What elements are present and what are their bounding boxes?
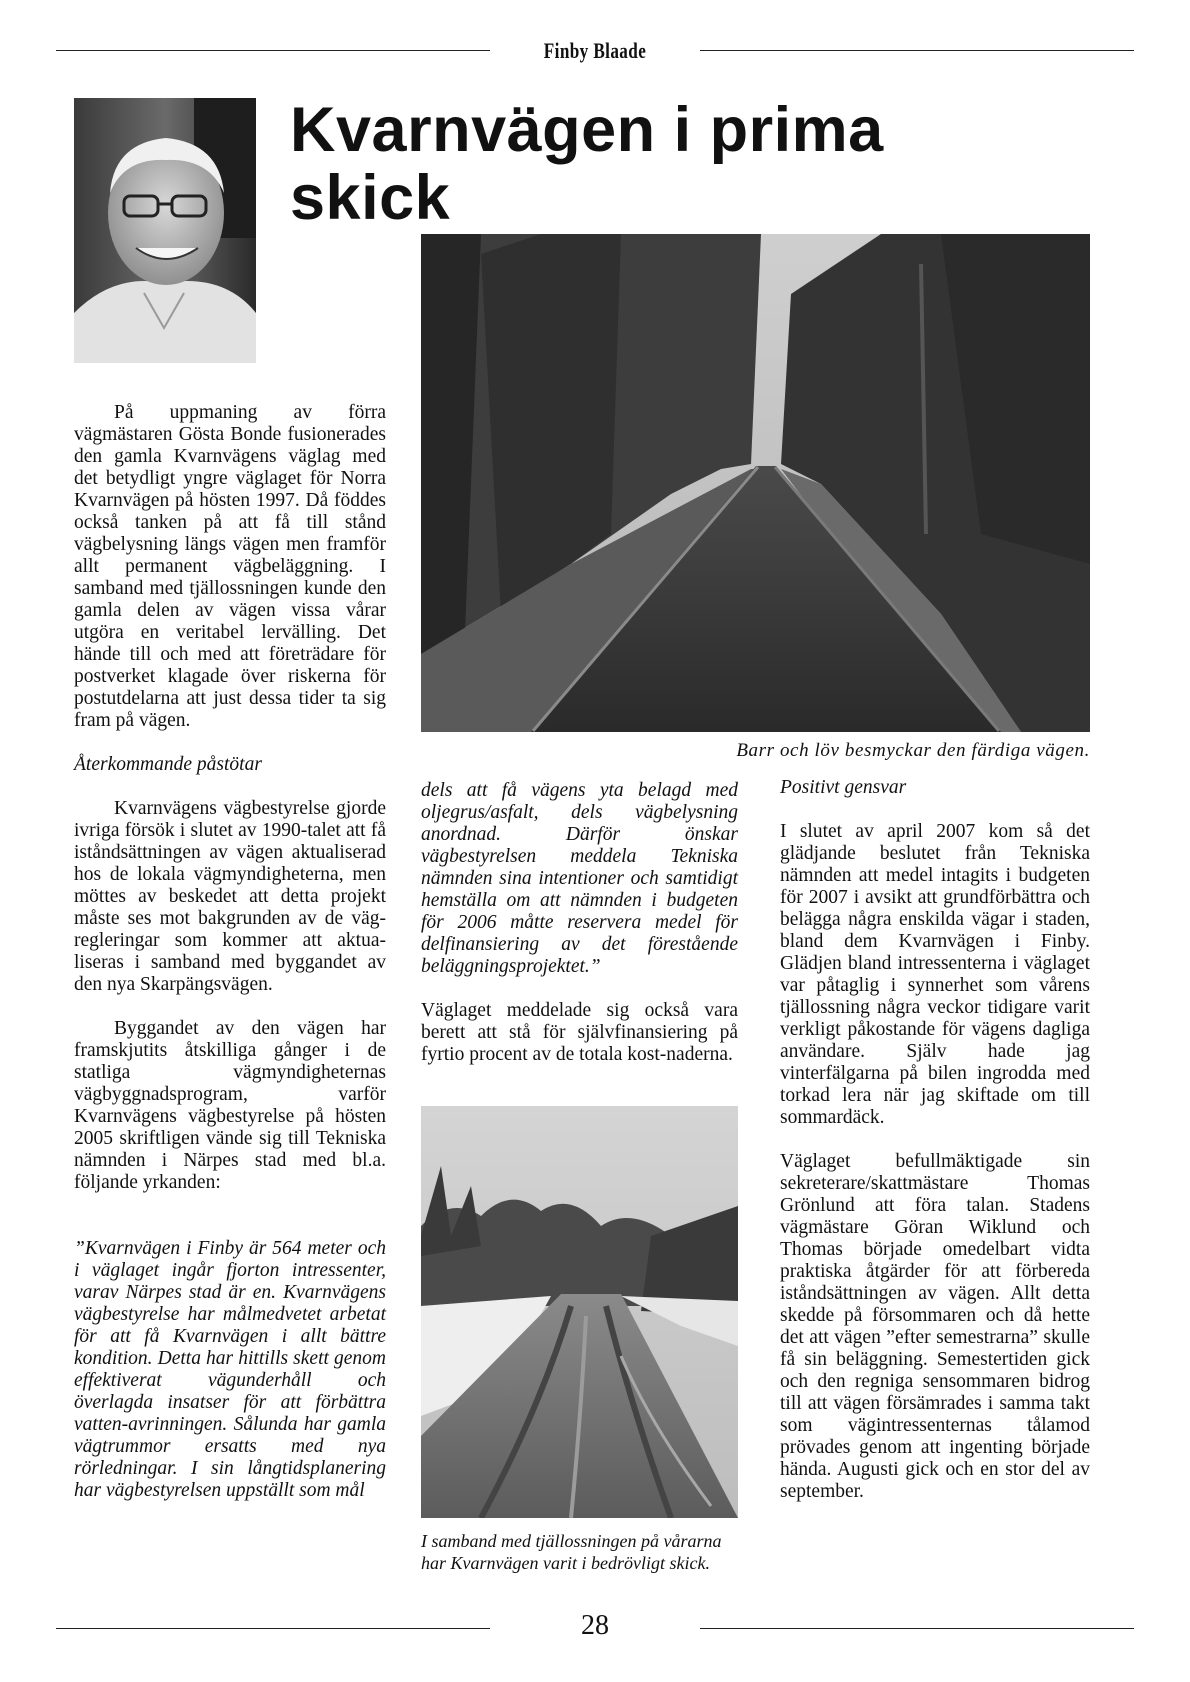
paragraph-beslutet: I slutet av april 2007 kom så det glädjande beslutet från Tekniska nämnden att medel intagits i budgeten för 2007 i avsikt att grundförbättra och belägga några enskilda vägar i staden, bland dem Kvarnvägen i Finby. Glädjen bland intressenterna i väglaget var påtaglig i synnerhet som vårens tjällossning några veckor tidigare varit verkligt påkostande för vägens dagliga användare. Själv hade jag vinterfälgarna på bilen ingrodda med torkad lera när jag skiftade om till sommardäck. [780, 821, 1090, 1128]
publication-name: Finby Blaade [543, 38, 647, 63]
page-number: 28 [581, 1610, 609, 1641]
muddy-road-photo [421, 1106, 738, 1518]
big-photo-caption: Barr och löv besmyckar den färdiga vägen. [736, 740, 1090, 761]
header-rule-left [56, 50, 490, 51]
small-photo-caption: I samband med tjällossningen på vårarna har Kvarnvägen varit i bedrövligt skick. [421, 1531, 722, 1573]
paragraph-intro: På uppmaning av förra vägmästaren Gösta Bonde fusionerades den gamla Kvarnvägens väglag med det betydligt yngre väglaget för Norra Kvarnvägen på hösten 1997. Då föddes också tanken på att få till stånd vägbelysning längs vägen men framför allt permanent vägbeläggning. I samband med tjällossningen kunde den gamla delen av vägen vissa vårar utgöra en veritabel lervälling. Det hände till och med att företrädare för postverket klagade över riskerna för postutdelarna att just dessa tider ta sig fram på vägen. [74, 402, 386, 731]
quote-continued: dels att få vägens yta belagd med oljegrus/asfalt, dels vägbelysning anordnad. Därför önskar vägbestyrelsen meddela Tekniska nämnden sina intentioner och samtidigt hemställa om att nämnden i budgeten för 2006 måtte reservera medel för delfinansiering av det förestående beläggningsprojektet.” [421, 780, 738, 977]
footer-rule-right [700, 1628, 1134, 1629]
subheading-aterkommande: Återkommande påstötar [74, 754, 262, 775]
paragraph-vagbestyrelse: Kvarnvägens vägbestyrelse gjorde ivriga försök i slutet av 1990-talet att få iståndsättningen av vägen aktualiserad hos de lokala vägmyndigheterna, men möttes av beskedet att detta projekt måste ses mot bakgrunden av de väg-regleringar som kommer att aktua-liseras i samband med byggandet av den nya Skarpängsvägen. [74, 798, 386, 995]
paved-road-photo [421, 234, 1090, 732]
article-headline: Kvarnvägen i prima skick [290, 95, 884, 233]
header-rule-right [700, 50, 1134, 51]
author-portrait [74, 98, 256, 363]
footer-rule-left [56, 1628, 490, 1629]
paragraph-sjalvfinansiering: Väglaget meddelade sig också vara berett att stå för självfinansiering på fyrtio procent av de totala kost-naderna. [421, 1000, 738, 1065]
paragraph-byggandet: Byggandet av den vägen har framskjutits åtskilliga gånger i de statliga vägmyndigheternas vägbyggnadsprogram, varför Kvarnvägens vägbestyrelse på hösten 2005 skriftligen vände sig till Tekniska nämnden i Närpes stad med bl.a. följande yrkanden: [74, 1018, 386, 1193]
paragraph-befullmaktigade: Väglaget befullmäktigade sin sekreterare/skattmästare Thomas Grönlund att föra talan. Stadens vägmästare Göran Wiklund och Thomas började omedelbart vidta praktiska åtgärder för att förbereda iståndsättningen av vägen. Allt detta skedde på försommaren och då hette det att vägen ”efter semestrarna” skulle få sin beläggning. Semestertiden gick och den regniga sensommaren bidrog till att vägen försämrades i samma takt som vägintressenternas tålamod prövades genom att ingenting började hända. Augusti gick och en stor del av september. [780, 1151, 1090, 1502]
subheading-positivt-gensvar: Positivt gensvar [780, 777, 907, 798]
article-column-1 [74, 402, 386, 1502]
article-column-3 [780, 777, 1090, 1503]
article-column-2 [421, 780, 738, 1066]
quote-yrkanden: ”Kvarnvägen i Finby är 564 meter och i väglaget ingår fjorton intressenter, varav Närpes stad är en. Kvarnvägens vägbestyrelse har målmedvetet arbetat för att få Kvarnvägen i allt bättre kondition. Detta har hittills skett genom effektiverat vägunderhåll och överlagda insatser för att förbättra vatten-avrinningen. Sålunda har gamla vägtrummor ersatts med nya rörledningar. I sin långtidsplanering har vägbestyrelsen uppställt som mål [74, 1238, 386, 1501]
